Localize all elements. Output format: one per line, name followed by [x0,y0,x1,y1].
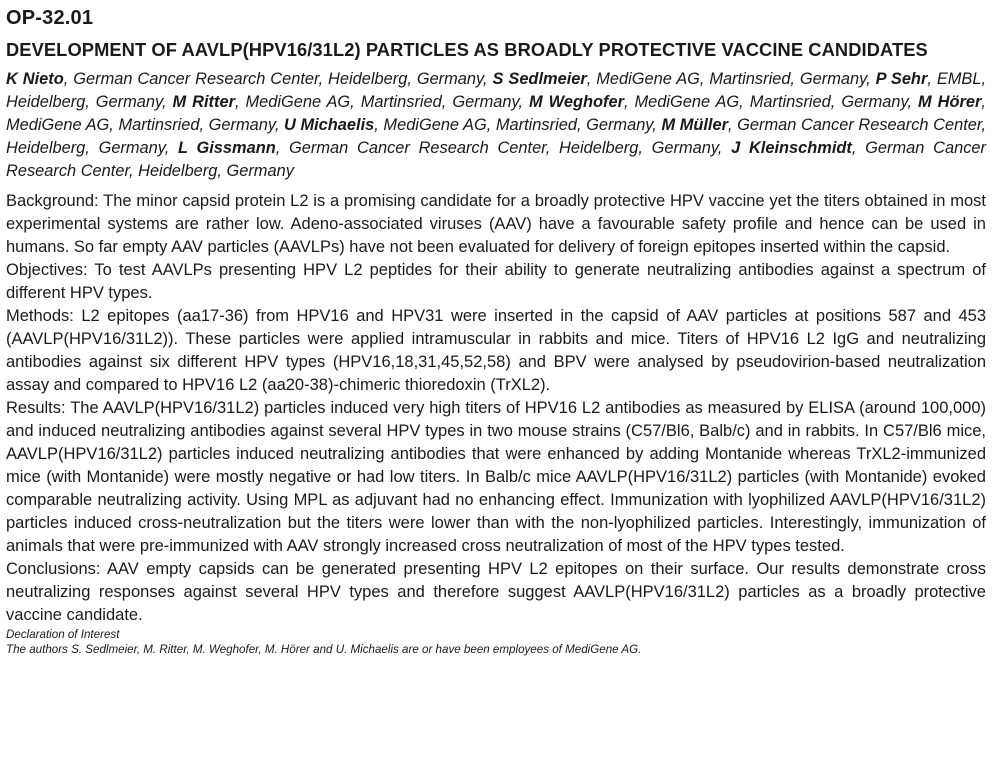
author-name: S Sedlmeier [492,70,587,88]
declaration-text: The authors S. Sedlmeier, M. Ritter, M. Weghofer, M. Hörer and U. Michaelis are or have been employees of MediGene AG. [6,643,642,656]
author-affiliation: , MediGene AG, Martinsried, Germany, [374,116,662,134]
author-affiliation: , German Cancer Research Center, Heidelberg, Germany, [275,139,732,157]
results-section: Results: The AAVLP(HPV16/31L2) particles induced very high titers of HPV16 L2 antibodies as measured by ELISA (around 100,000) and induced neutralizing antibodies against several HPV types in two mouse strains (C57/Bl6, Balb/c) and in rabbits. In C57/Bl6 mice, AAVLP(HPV16/31L2) particles induced neutralizing antibodies that were enhanced by adding Montanide whereas TrXL2-immunized mice (with Montanide) were mostly negative or had low titers. In Balb/c mice AAVLP(HPV16/31L2) particles (with Montanide) evoked comparable neutralizing activity. Using MPL as adjuvant had no enhancing effect. Immunization with lyophilized AAVLP(HPV16/31L2) particles induced cross-neutralization but the titers were lower than with the non-lyophilized particles. Interestingly, immunization of animals that were pre-immunized with AAV strongly increased cross neutralization of most of the HPV types tested. [6,399,986,555]
author-affiliation: , MediGene AG, Martinsried, Germany, [234,93,530,111]
author-name: M Müller [661,116,728,134]
abstract-code: OP-32.01 [6,7,94,29]
declaration-heading: Declaration of Interest [6,628,120,641]
conclusions-section: Conclusions: AAV empty capsids can be generated presenting HPV L2 epitopes on their surface. Our results demonstrate cross neutralizing responses against several HPV types and therefore suggest AAVLP(HPV16/31L2) particles as a broadly protective vaccine candidate. [6,560,986,624]
author-name: U Michaelis [284,116,375,134]
author-name: M Hörer [918,93,982,111]
author-affiliation: , EMBL, Heidelberg, Germany, [6,70,987,111]
author-name: M Weghofer [529,93,624,111]
author-affiliation: , German Cancer Research Center, Heidelberg, Germany [6,139,986,180]
background-section: Background: The minor capsid protein L2 is a promising candidate for a broadly protective HPV vaccine yet the titers obtained in most experimental systems are rather low. Adeno-associated viruses (AAV) have a favourable safety profile and hence can be used in humans. So far empty AAV particles (AAVLPs) have not been evaluated for delivery of foreign epitopes inserted within the capsid. [6,192,986,256]
author-affiliation: , MediGene AG, Martinsried, Germany, [623,93,919,111]
declaration-of-interest [6,627,986,657]
abstract-title: DEVELOPMENT OF AAVLP(HPV16/31L2) PARTICLES AS BROADLY PROTECTIVE VACCINE CANDIDATES [6,39,928,60]
author-name: P Sehr [875,70,928,88]
author-affiliation: , German Cancer Research Center, Heidelberg, Germany, [63,70,493,88]
author-list [6,68,986,183]
author-affiliation: , MediGene AG, Martinsried, Germany, [6,93,986,134]
methods-section: Methods: L2 epitopes (aa17-36) from HPV16 and HPV31 were inserted in the capsid of AAV particles at positions 587 and 453 (AAVLP(HPV16/31L2)). These particles were applied intramuscular in rabbits and mice. Titers of HPV16 L2 IgG and neutralizing antibodies against six different HPV types (HPV16,18,31,45,52,58) and BPV were analysed by pseudovirion-based neutralization assay and compared to HPV16 L2 (aa20-38)-chimeric thioredoxin (TrXL2). [6,307,986,394]
author-affiliation: , German Cancer Research Center, Heidelberg, Germany, [6,116,986,157]
author-name: K Nieto [6,70,64,88]
abstract-body [6,190,986,627]
objectives-section: Objectives: To test AAVLPs presenting HPV L2 peptides for their ability to generate neutralizing antibodies against a spectrum of different HPV types. [6,261,986,302]
author-name: L Gissmann [178,139,276,157]
author-name: M Ritter [172,93,235,111]
author-affiliation: , MediGene AG, Martinsried, Germany, [586,70,876,88]
author-name: J Kleinschmidt [731,139,852,157]
